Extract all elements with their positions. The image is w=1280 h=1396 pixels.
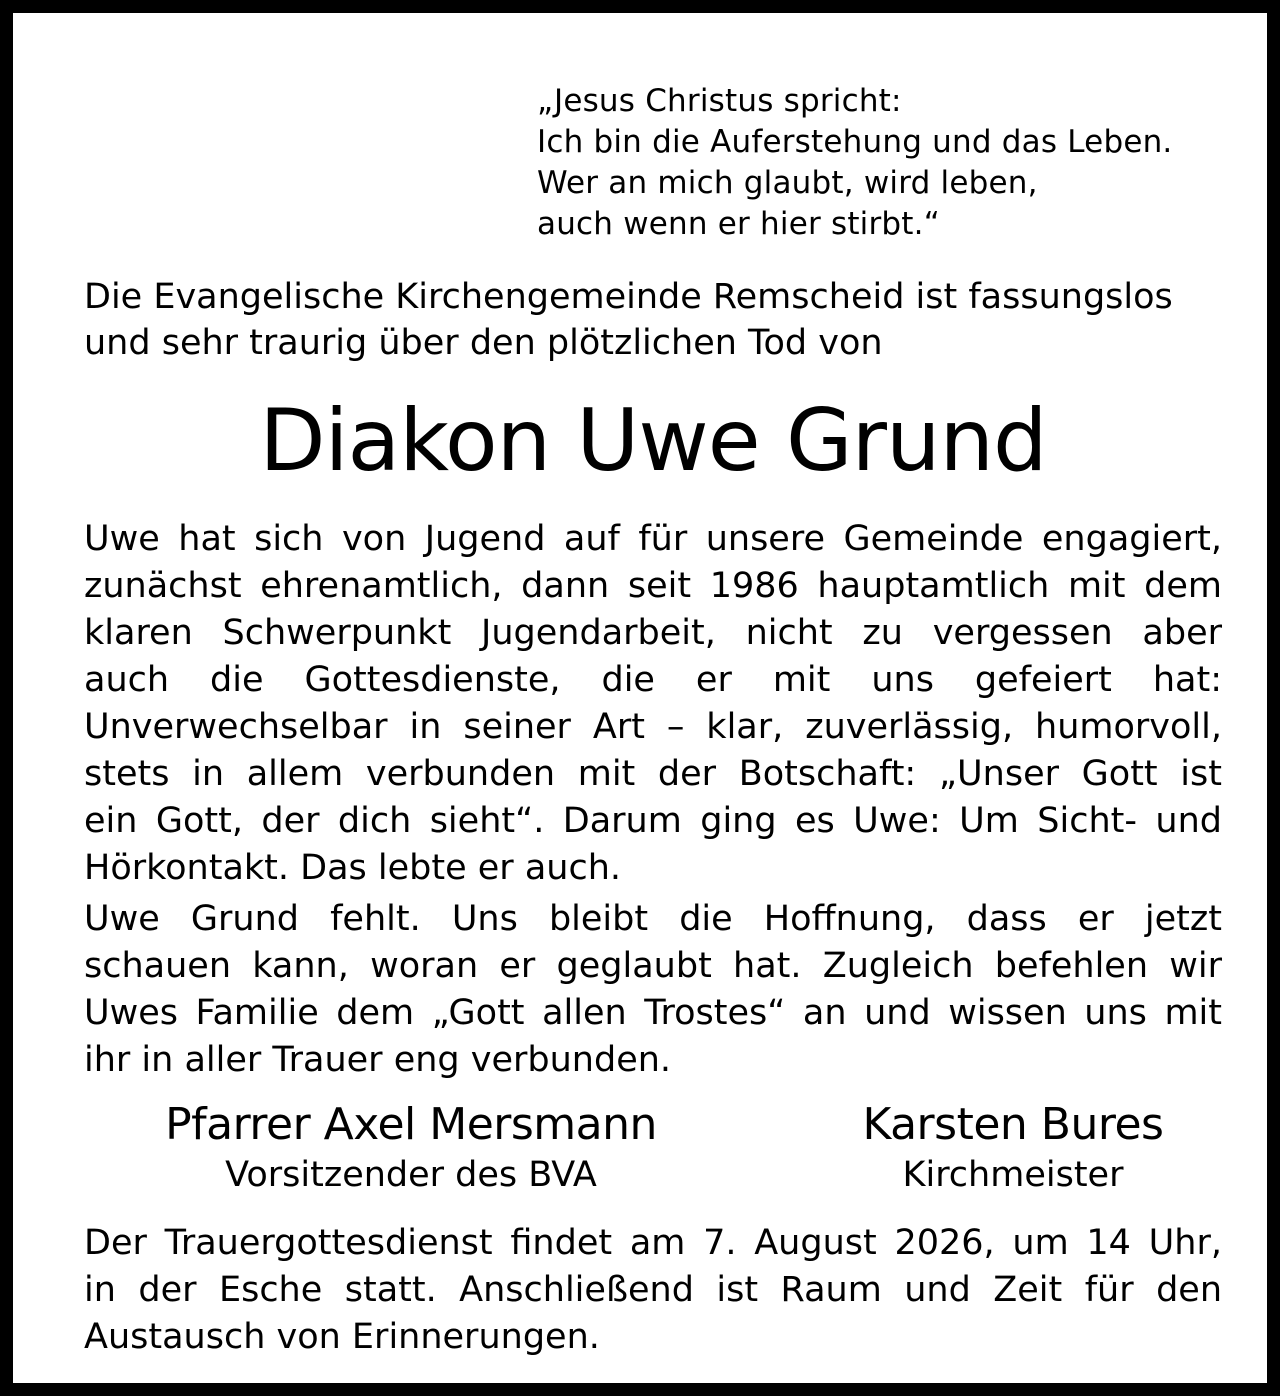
signatory-role: Vorsitzender des BVA xyxy=(225,1155,597,1195)
quote-line: Wer an mich glaubt, wird leben, xyxy=(537,165,1038,201)
signatory-treasurer xyxy=(803,1099,1223,1197)
intro-line: und sehr traurig über den plötzlichen Tod von xyxy=(84,323,883,363)
text-line: schauen kann, woran er geglaubt hat. Zugleich befehlen wir xyxy=(84,946,1222,986)
tribute-paragraph-1 xyxy=(84,516,1222,892)
text-line: Der Trauergottesdienst findet am 7. August 2026, um 14 Uhr, xyxy=(84,1223,1222,1263)
text-line: klaren Schwerpunkt Jugendarbeit, nicht zu vergessen aber xyxy=(84,613,1222,653)
intro-text xyxy=(84,274,1224,366)
deceased-name: Diakon Uwe Grund xyxy=(259,391,1047,491)
text-line: in der Esche statt. Anschließend ist Raum und Zeit für den xyxy=(84,1270,1222,1310)
text-line: Uwe Grund fehlt. Uns bleibt die Hoffnung, dass er jetzt xyxy=(84,899,1222,939)
signatory-chair xyxy=(131,1099,691,1197)
text-line: zunächst ehrenamtlich, dann seit 1986 hauptamtlich mit dem xyxy=(84,566,1222,606)
text-line: ein Gott, der dich sieht“. Darum ging es Uwe: Um Sicht- und xyxy=(84,801,1222,841)
intro-line: Die Evangelische Kirchengemeinde Remscheid ist fassungslos xyxy=(84,277,1173,317)
bible-quote xyxy=(537,81,1173,245)
signatory-name: Karsten Bures xyxy=(862,1099,1164,1150)
text-line: Uwe hat sich von Jugend auf für unsere Gemeinde engagiert, xyxy=(84,519,1222,559)
signatory-role: Kirchmeister xyxy=(902,1155,1124,1195)
text-line: auch die Gottesdienste, die er mit uns gefeiert hat: xyxy=(84,660,1222,700)
text-line: stets in allem verbunden mit der Botschaft: „Unser Gott ist xyxy=(84,754,1222,794)
quote-line: „Jesus Christus spricht: xyxy=(537,83,902,119)
signatory-name: Pfarrer Axel Mersmann xyxy=(165,1099,657,1150)
text-line: Hörkontakt. Das lebte er auch. xyxy=(84,848,621,888)
text-line: Austausch von Erinnerungen. xyxy=(84,1317,600,1357)
text-line: Unverwechselbar in seiner Art – klar, zuverlässig, humorvoll, xyxy=(84,707,1222,747)
text-line: ihr in aller Trauer eng verbunden. xyxy=(84,1040,672,1080)
text-line: Uwes Familie dem „Gott allen Trostes“ an und wissen uns mit xyxy=(84,993,1222,1033)
quote-line: auch wenn er hier stirbt.“ xyxy=(537,206,940,242)
service-announcement xyxy=(84,1220,1222,1361)
quote-line: Ich bin die Auferstehung und das Leben. xyxy=(537,124,1173,160)
tribute-paragraph-2 xyxy=(84,896,1222,1084)
